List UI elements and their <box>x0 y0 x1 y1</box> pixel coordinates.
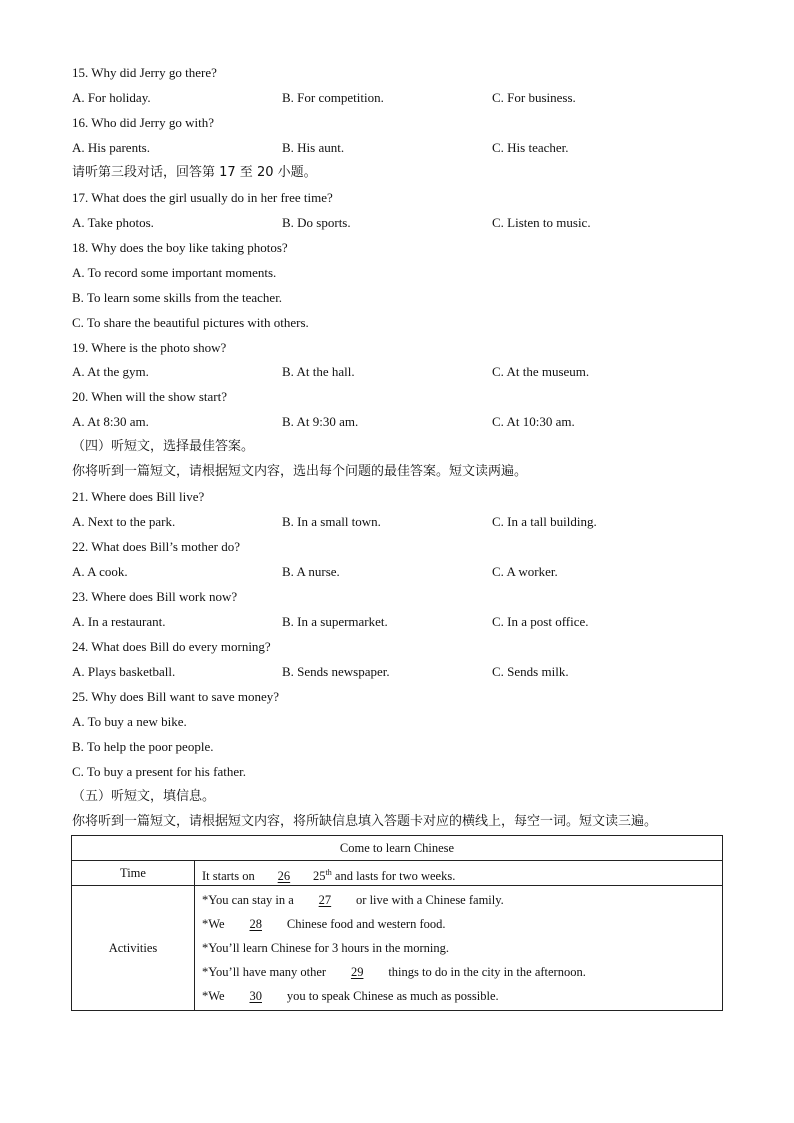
q15-option-a: A. For holiday. <box>72 90 151 105</box>
time-text-pre: It starts on <box>202 869 255 884</box>
q23-option-c: C. In a post office. <box>492 614 589 629</box>
q25-option-a: A. To buy a new bike. <box>72 714 187 729</box>
question-19: 19. Where is the photo show? <box>72 340 227 355</box>
time-text-post: and lasts for two weeks. <box>334 869 456 884</box>
q21-option-a: A. Next to the park. <box>72 514 176 529</box>
q15-option-c: C. For business. <box>492 90 576 105</box>
part-5-instruction: 你将听到一篇短文，请根据短文内容，将所缺信息填入答题卡对应的横线上，每空一词。短文读三遍。 <box>72 814 658 829</box>
q23-option-a: A. In a restaurant. <box>72 614 166 629</box>
question-21: 21. Where does Bill live? <box>72 489 205 504</box>
question-20: 20. When will the show start? <box>72 389 228 404</box>
q24-option-c: C. Sends milk. <box>492 664 569 679</box>
q17-option-a: A. Take photos. <box>72 215 154 230</box>
blank-28[interactable]: 28 <box>249 917 262 931</box>
question-22: 22. What does Bill’s mother do? <box>72 539 241 554</box>
time-label: Time <box>72 861 195 886</box>
q18-option-c: C. To share the beautiful pictures with others. <box>72 315 309 330</box>
q22-option-c: C. A worker. <box>492 564 558 579</box>
q16-option-b: B. His aunt. <box>282 140 345 155</box>
blank-29[interactable]: 29 <box>350 965 364 979</box>
q22-option-a: A. A cook. <box>72 564 128 579</box>
q20-option-a: A. At 8:30 am. <box>72 414 149 429</box>
section-3-instruction: 请听第三段对话，回答第 17 至 20 小题。 <box>72 165 317 180</box>
q18-option-b: B. To learn some skills from the teacher. <box>72 290 283 305</box>
q16-option-c: C. His teacher. <box>492 140 569 155</box>
question-23: 23. Where does Bill work now? <box>72 589 238 604</box>
q17-option-b: B. Do sports. <box>282 215 351 230</box>
q16-option-a: A. His parents. <box>72 140 150 155</box>
activity-row-5: *We 30 you to speak Chinese as much as possible. <box>195 984 722 1008</box>
blank-26[interactable]: 26 <box>277 869 291 884</box>
q25-option-c: C. To buy a present for his father. <box>72 764 246 779</box>
activity-row-2: *We 28 Chinese food and western food. <box>195 912 722 936</box>
activity-row-4: *You’ll have many other 29 things to do in the city in the afternoon. <box>195 960 722 984</box>
question-24: 24. What does Bill do every morning? <box>72 639 271 654</box>
q21-option-b: B. In a small town. <box>282 514 381 529</box>
blank-30[interactable]: 30 <box>249 989 262 1003</box>
q24-option-b: B. Sends newspaper. <box>282 664 390 679</box>
activities-cell <box>195 886 723 1011</box>
q19-option-c: C. At the museum. <box>492 364 590 379</box>
time-day: 25th <box>313 868 332 884</box>
part-4-title: （四）听短文，选择最佳答案。 <box>72 439 255 454</box>
activity-row-3: *You’ll learn Chinese for 3 hours in the morning. <box>202 941 449 955</box>
question-16: 16. Who did Jerry go with? <box>72 115 215 130</box>
info-table <box>71 835 723 1011</box>
q20-option-b: B. At 9:30 am. <box>282 414 359 429</box>
q15-option-b: B. For competition. <box>282 90 384 105</box>
question-17: 17. What does the girl usually do in her free time? <box>72 190 333 205</box>
question-18: 18. Why does the boy like taking photos? <box>72 240 288 255</box>
time-cell <box>195 861 723 886</box>
q19-option-b: B. At the hall. <box>282 364 355 379</box>
question-25: 25. Why does Bill want to save money? <box>72 689 280 704</box>
q18-option-a: A. To record some important moments. <box>72 265 277 280</box>
q23-option-b: B. In a supermarket. <box>282 614 388 629</box>
q20-option-c: C. At 10:30 am. <box>492 414 575 429</box>
q21-option-c: C. In a tall building. <box>492 514 597 529</box>
q24-option-a: A. Plays basketball. <box>72 664 176 679</box>
q17-option-c: C. Listen to music. <box>492 215 591 230</box>
question-15: 15. Why did Jerry go there? <box>72 65 217 80</box>
part-5-title: （五）听短文，填信息。 <box>72 789 216 804</box>
blank-27[interactable]: 27 <box>318 893 332 907</box>
activities-label: Activities <box>72 886 195 1011</box>
table-title: Come to learn Chinese <box>72 836 723 861</box>
q19-option-a: A. At the gym. <box>72 364 149 379</box>
q22-option-b: B. A nurse. <box>282 564 340 579</box>
q25-option-b: B. To help the poor people. <box>72 739 214 754</box>
part-4-instruction: 你将听到一篇短文，请根据短文内容，选出每个问题的最佳答案。短文读两遍。 <box>72 464 528 479</box>
activity-row-1: *You can stay in a 27 or live with a Chinese family. <box>195 888 722 912</box>
